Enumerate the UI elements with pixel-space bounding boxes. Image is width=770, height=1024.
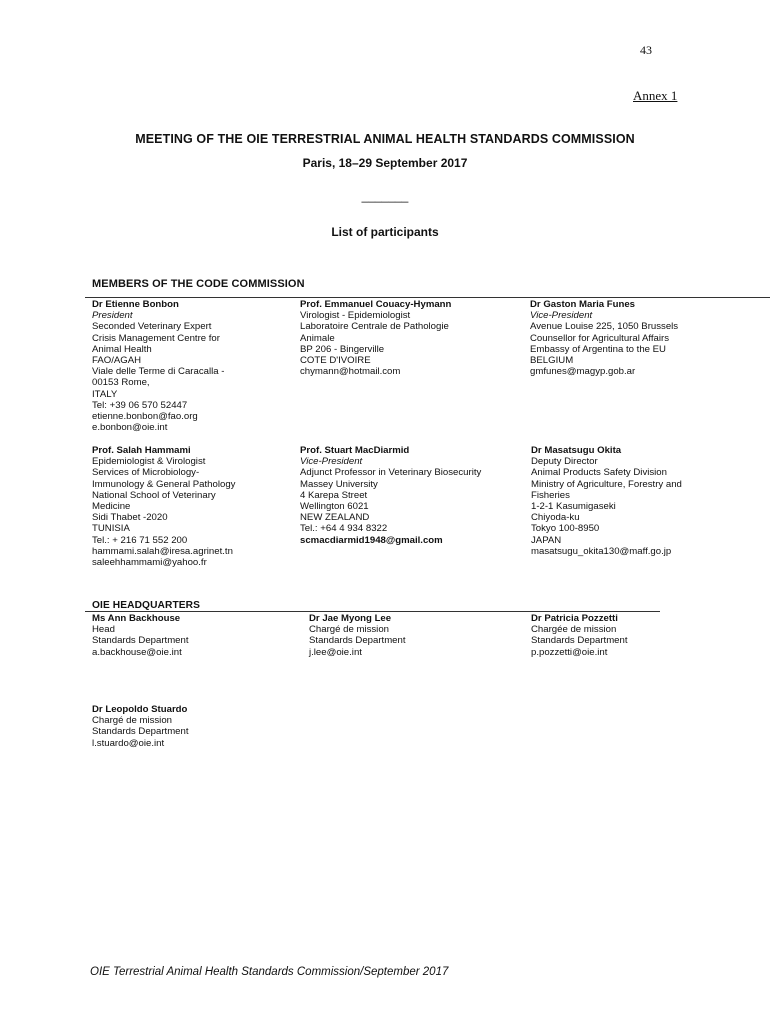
participant-detail: Services of Microbiology- — [92, 467, 200, 479]
participant-detail: Chargée de mission — [531, 624, 617, 636]
list-title: List of participants — [331, 225, 439, 239]
participant-detail: Embassy of Argentina to the EU — [530, 343, 666, 355]
participant-detail: Head — [92, 624, 115, 636]
participant-entry — [531, 613, 759, 658]
participant-email: saleehhammami@yahoo.fr — [92, 557, 207, 569]
participant-email: e.bonbon@oie.int — [92, 422, 168, 434]
participant-role: President — [92, 310, 133, 322]
participant-detail: Wellington 6021 — [300, 501, 369, 513]
hq-section-heading: OIE HEADQUARTERS — [92, 600, 201, 611]
participant-name: Ms Ann Backhouse — [92, 613, 181, 624]
participant-email: scmacdiarmid1948@gmail.com — [300, 534, 443, 546]
participant-detail: Fisheries — [531, 489, 570, 501]
members-section-heading: MEMBERS OF THE CODE COMMISSION — [92, 278, 305, 290]
participant-name: Dr Etienne Bonbon — [92, 299, 179, 310]
participant-detail: FAO/AGAH — [92, 355, 142, 367]
participant-entry — [92, 613, 320, 658]
participant-name: Prof. Salah Hammami — [92, 445, 191, 456]
participant-email: masatsugu_okita130@maff.go.jp — [531, 545, 672, 557]
participant-name: Dr Jae Myong Lee — [309, 613, 392, 624]
participant-detail: BELGIUM — [530, 355, 574, 367]
meeting-dates: Paris, 18–29 September 2017 — [302, 156, 468, 170]
participant-email: a.backhouse@oie.int — [92, 646, 182, 658]
participant-name: Prof. Stuart MacDiarmid — [300, 445, 410, 456]
participant-detail: Avenue Louise 225, 1050 Brussels — [530, 321, 679, 333]
participant-detail: Chargé de mission — [92, 715, 172, 727]
participant-role: Vice-President — [300, 456, 363, 468]
page-footer: OIE Terrestrial Animal Health Standards Commission/September 2017 — [90, 966, 449, 978]
participant-detail: Sidi Thabet -2020 — [92, 512, 168, 524]
hq-section-rule — [85, 611, 660, 612]
participant-entry — [300, 445, 528, 546]
participant-name: Prof. Emmanuel Couacy-Hymann — [300, 299, 452, 310]
participant-detail: Ministry of Agriculture, Forestry and — [531, 478, 682, 490]
meeting-title: MEETING OF THE OIE TERRESTRIAL ANIMAL HEALTH STANDARDS COMMISSION — [135, 132, 635, 146]
participant-detail: Chiyoda-ku — [531, 512, 580, 524]
participant-detail: COTE D'IVOIRE — [300, 355, 371, 367]
participant-detail: Chargé de mission — [309, 624, 389, 636]
participant-detail: Animal Products Safety Division — [531, 467, 667, 479]
participant-detail: JAPAN — [531, 534, 562, 546]
participant-entry — [300, 299, 528, 377]
participant-detail: National School of Veterinary — [92, 489, 216, 501]
participant-email: p.pozzetti@oie.int — [531, 646, 608, 658]
participant-entry — [92, 704, 320, 749]
participant-detail: BP 206 - Bingerville — [300, 343, 385, 355]
participant-email: hammami.salah@iresa.agrinet.tn — [92, 545, 233, 557]
participant-name: Dr Leopoldo Stuardo — [92, 704, 188, 715]
participant-role: Vice-President — [530, 310, 593, 322]
participant-detail: TUNISIA — [92, 523, 130, 535]
participant-detail: Animal Health — [92, 343, 152, 355]
participant-detail: Epidemiologist & Virologist — [92, 456, 206, 468]
participant-name: Dr Patricia Pozzetti — [531, 613, 618, 624]
participant-detail: Animale — [300, 332, 335, 344]
participant-detail: Standards Department — [92, 635, 189, 647]
participant-detail: Deputy Director — [531, 456, 598, 468]
participant-detail: Tokyo 100-8950 — [531, 523, 600, 535]
participant-name: Dr Masatsugu Okita — [531, 445, 622, 456]
annex-label: Annex 1 — [633, 88, 678, 103]
participant-detail: Standards Department — [309, 635, 406, 647]
participant-email: chymann@hotmail.com — [300, 366, 401, 378]
participant-entry — [92, 299, 320, 433]
participant-detail: NEW ZEALAND — [300, 512, 370, 524]
participant-detail: 1-2-1 Kasumigaseki — [531, 501, 616, 513]
participant-detail: Viale delle Terme di Caracalla - — [92, 366, 225, 378]
participant-detail: Tel.: +64 4 934 8322 — [300, 523, 388, 535]
participant-detail: Tel.: + 216 71 552 200 — [92, 534, 188, 546]
page-number: 43 — [640, 43, 652, 57]
participant-email: gmfunes@magyp.gob.ar — [530, 366, 636, 378]
title-separator: _______ — [361, 189, 409, 203]
participant-entry — [530, 299, 758, 377]
participant-detail: Adjunct Professor in Veterinary Biosecurity — [300, 467, 482, 479]
participant-email: j.lee@oie.int — [309, 646, 362, 658]
participant-detail: Counsellor for Agricultural Affairs — [530, 332, 669, 344]
members-section-rule — [85, 297, 770, 298]
participant-detail: Standards Department — [92, 726, 189, 738]
participant-entry — [92, 445, 320, 568]
participant-name: Dr Gaston Maria Funes — [530, 299, 636, 310]
participant-detail: Medicine — [92, 501, 131, 513]
participant-detail: Tel: +39 06 570 52447 — [92, 399, 188, 411]
participant-detail: 00153 Rome, — [92, 377, 150, 389]
participant-detail: Standards Department — [531, 635, 628, 647]
participant-detail: ITALY — [92, 388, 118, 400]
participant-entry — [309, 613, 537, 658]
participant-entry — [531, 445, 759, 557]
participant-detail: Massey University — [300, 478, 378, 490]
participant-detail: Seconded Veterinary Expert — [92, 321, 212, 333]
participant-detail: Immunology & General Pathology — [92, 478, 236, 490]
participant-email: etienne.bonbon@fao.org — [92, 411, 198, 423]
participant-email: l.stuardo@oie.int — [92, 737, 165, 749]
participant-detail: Crisis Management Centre for — [92, 332, 220, 344]
participant-detail: Laboratoire Centrale de Pathologie — [300, 321, 449, 333]
participant-detail: 4 Karepa Street — [300, 489, 368, 501]
participant-detail: Virologist - Epidemiologist — [300, 310, 411, 322]
